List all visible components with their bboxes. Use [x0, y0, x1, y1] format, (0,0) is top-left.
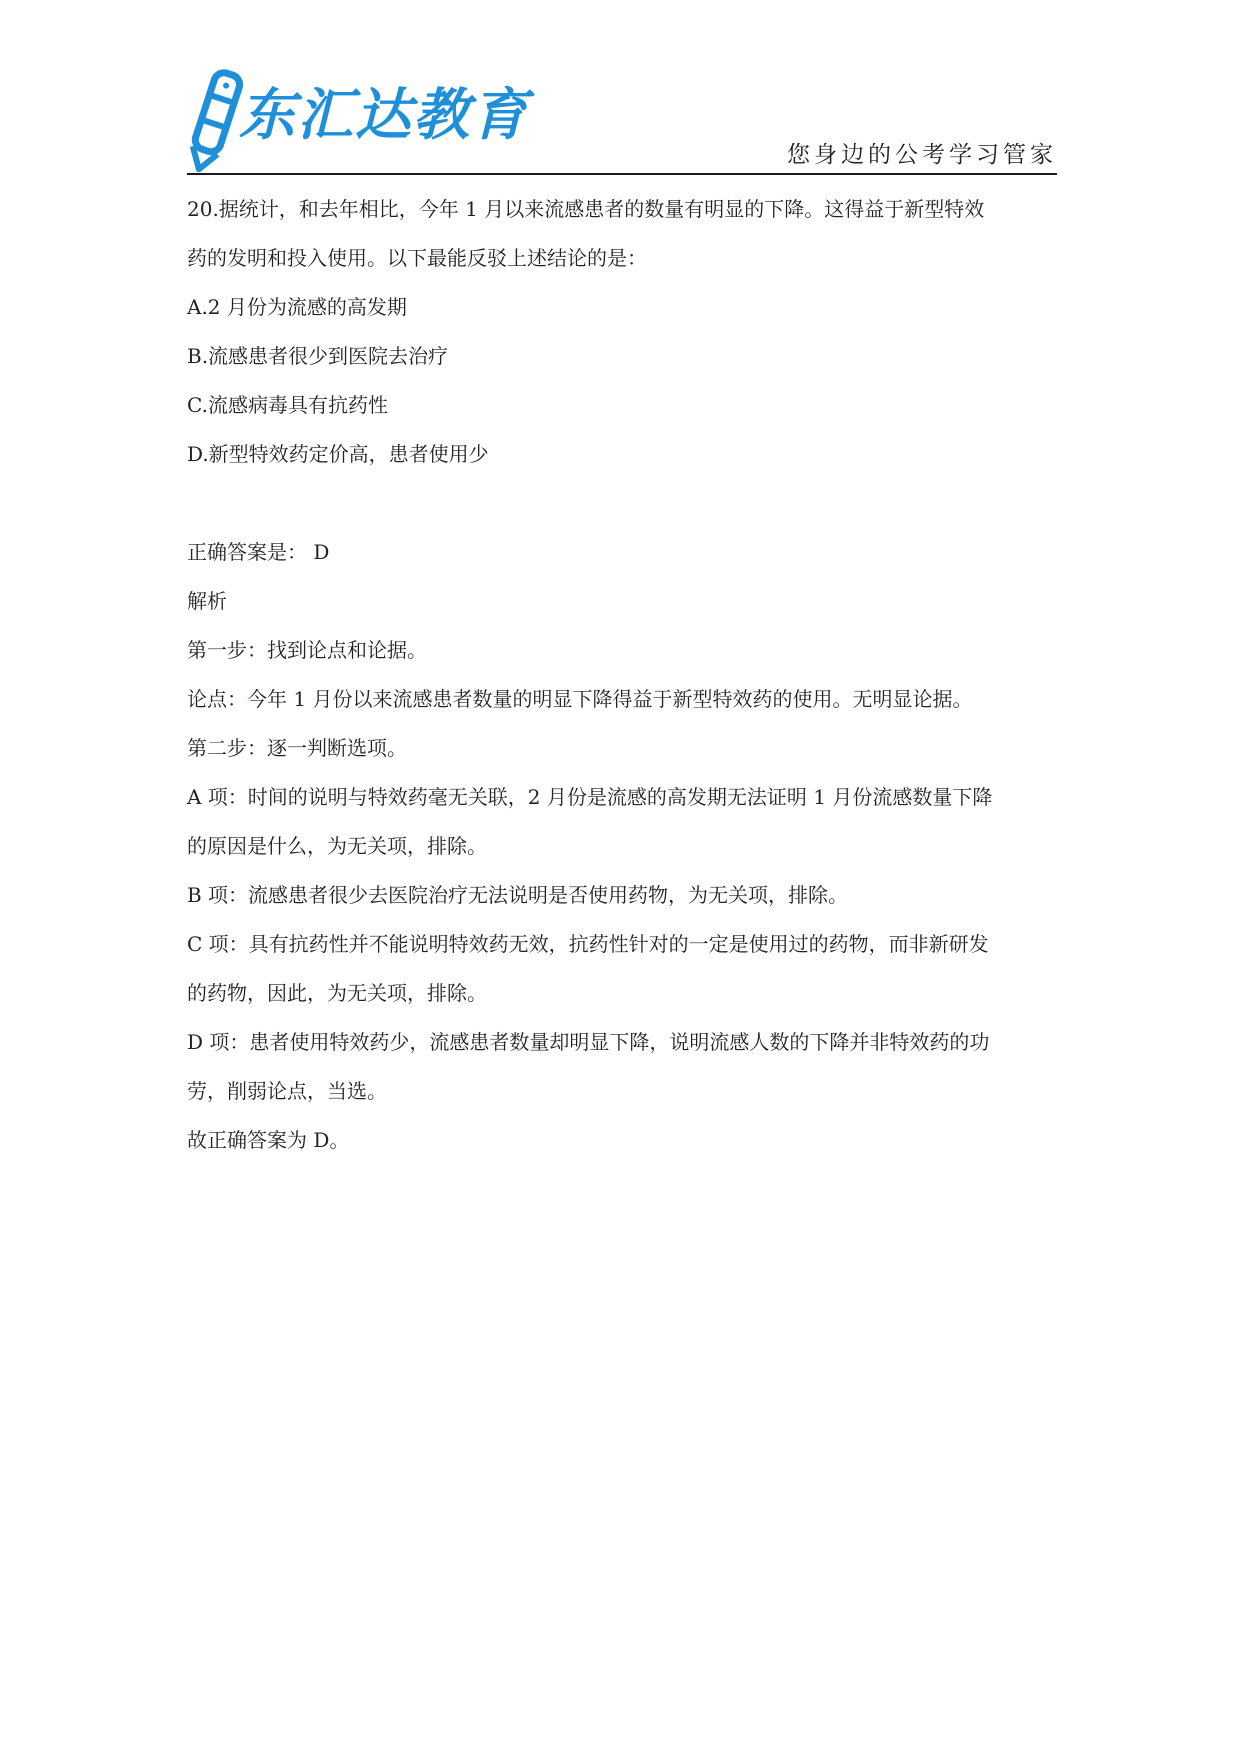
analysis-line: 论点：今年 1 月份以来流感患者数量的明显下降得益于新型特效药的使用。无明显论据。	[187, 687, 973, 711]
analysis-line: 劳，削弱论点，当选。	[187, 1079, 387, 1103]
final-answer: 故正确答案为 D。	[187, 1128, 350, 1152]
page-header	[187, 60, 1057, 180]
brand-name: 东汇达教育	[239, 83, 529, 148]
analysis-line: D 项：患者使用特效药少，流感患者数量却明显下降，说明流感人数的下降并非特效药的功	[187, 1030, 990, 1054]
correct-answer: 正确答案是： D	[187, 540, 330, 564]
analysis-line: C 项：具有抗药性并不能说明特效药无效，抗药性针对的一定是使用过的药物，而非新研发	[187, 932, 989, 956]
option-b: B.流感患者很少到医院去治疗	[187, 344, 449, 368]
analysis-line: 第一步：找到论点和论据。	[187, 638, 427, 662]
header-divider	[187, 173, 1057, 175]
analysis-line: B 项：流感患者很少去医院治疗无法说明是否使用药物，为无关项，排除。	[187, 883, 849, 907]
analysis-line: 的原因是什么，为无关项，排除。	[187, 834, 487, 858]
spacer	[187, 479, 1057, 528]
analysis-line: 的药物，因此，为无关项，排除。	[187, 981, 487, 1005]
option-a: A.2 月份为流感的高发期	[187, 295, 407, 319]
slogan: 您身边的公考学习管家	[787, 142, 1057, 168]
analysis-heading: 解析	[187, 589, 227, 613]
question-content	[187, 185, 1057, 1165]
question-stem-line-1: 20.据统计，和去年相比，今年 1 月以来流感患者的数量有明显的下降。这得益于新型特效	[187, 197, 985, 221]
question-stem-line-2: 药的发明和投入使用。以下最能反驳上述结论的是：	[187, 246, 647, 270]
option-d: D.新型特效药定价高，患者使用少	[187, 442, 489, 466]
analysis-line: 第二步：逐一判断选项。	[187, 736, 407, 760]
pencil-logo-icon	[187, 68, 243, 178]
option-c: C.流感病毒具有抗药性	[187, 393, 388, 417]
analysis-line: A 项：时间的说明与特效药毫无关联，2 月份是流感的高发期无法证明 1 月份流感数量下降	[187, 785, 993, 809]
